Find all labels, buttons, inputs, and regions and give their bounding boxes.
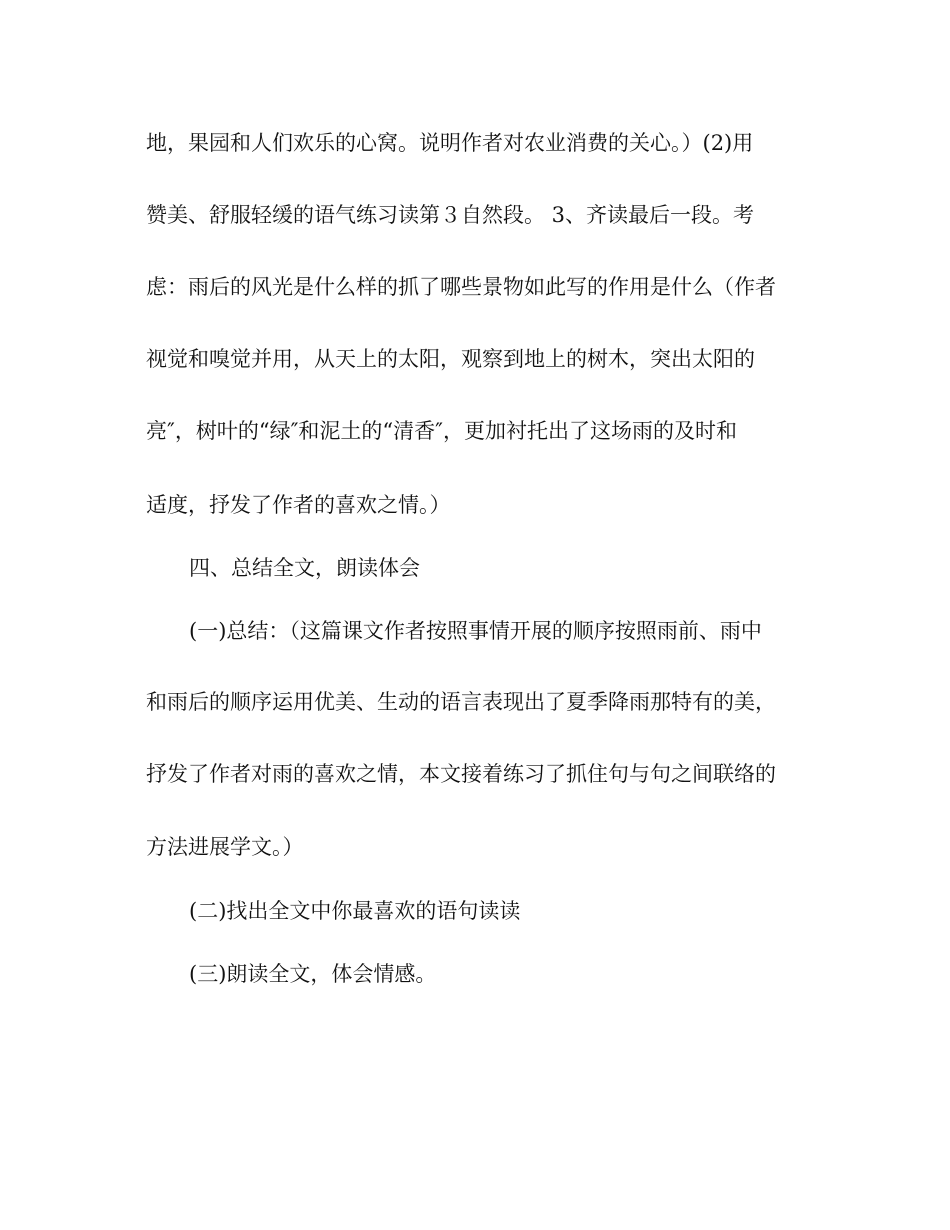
text-line: 地，果园和人们欢乐的心窝。说明作者对农业消费的关心。）(2)用 (146, 131, 754, 155)
text-line: 亮″，树叶的“绿″和泥土的“清香″，更加衬托出了这场雨的及时和 (146, 419, 738, 443)
text-line: 视觉和嗅觉并用，从天上的太阳，观察到地上的树木，突出太阳的 (146, 347, 755, 371)
text-line: 虑：雨后的风光是什么样的抓了哪些景物如此写的作用是什么（作者 (146, 275, 776, 299)
text-line: (一)总结：（这篇课文作者按照事情开展的顺序按照雨前、雨中 (189, 619, 762, 643)
text-line: (三)朗读全文，体会情感。 (189, 962, 437, 986)
text-line: 抒发了作者对雨的喜欢之情，本文接着练习了抓住句与句之间联络的 (146, 762, 776, 786)
text-line: 方法进展学文。） (146, 835, 304, 859)
text-line: 赞美、舒服轻缓的语气练习读第３自然段。 3、齐读最后一段。考 (146, 203, 755, 227)
text-line: (二)找出全文中你最喜欢的语句读读 (189, 899, 521, 923)
section-heading: 四、总结全文，朗读体会 (189, 556, 420, 580)
text-line: 和雨后的顺序运用优美、生动的语言表现出了夏季降雨那特有的美， (146, 690, 776, 714)
text-line: 适度，抒发了作者的喜欢之情。） (146, 493, 451, 517)
